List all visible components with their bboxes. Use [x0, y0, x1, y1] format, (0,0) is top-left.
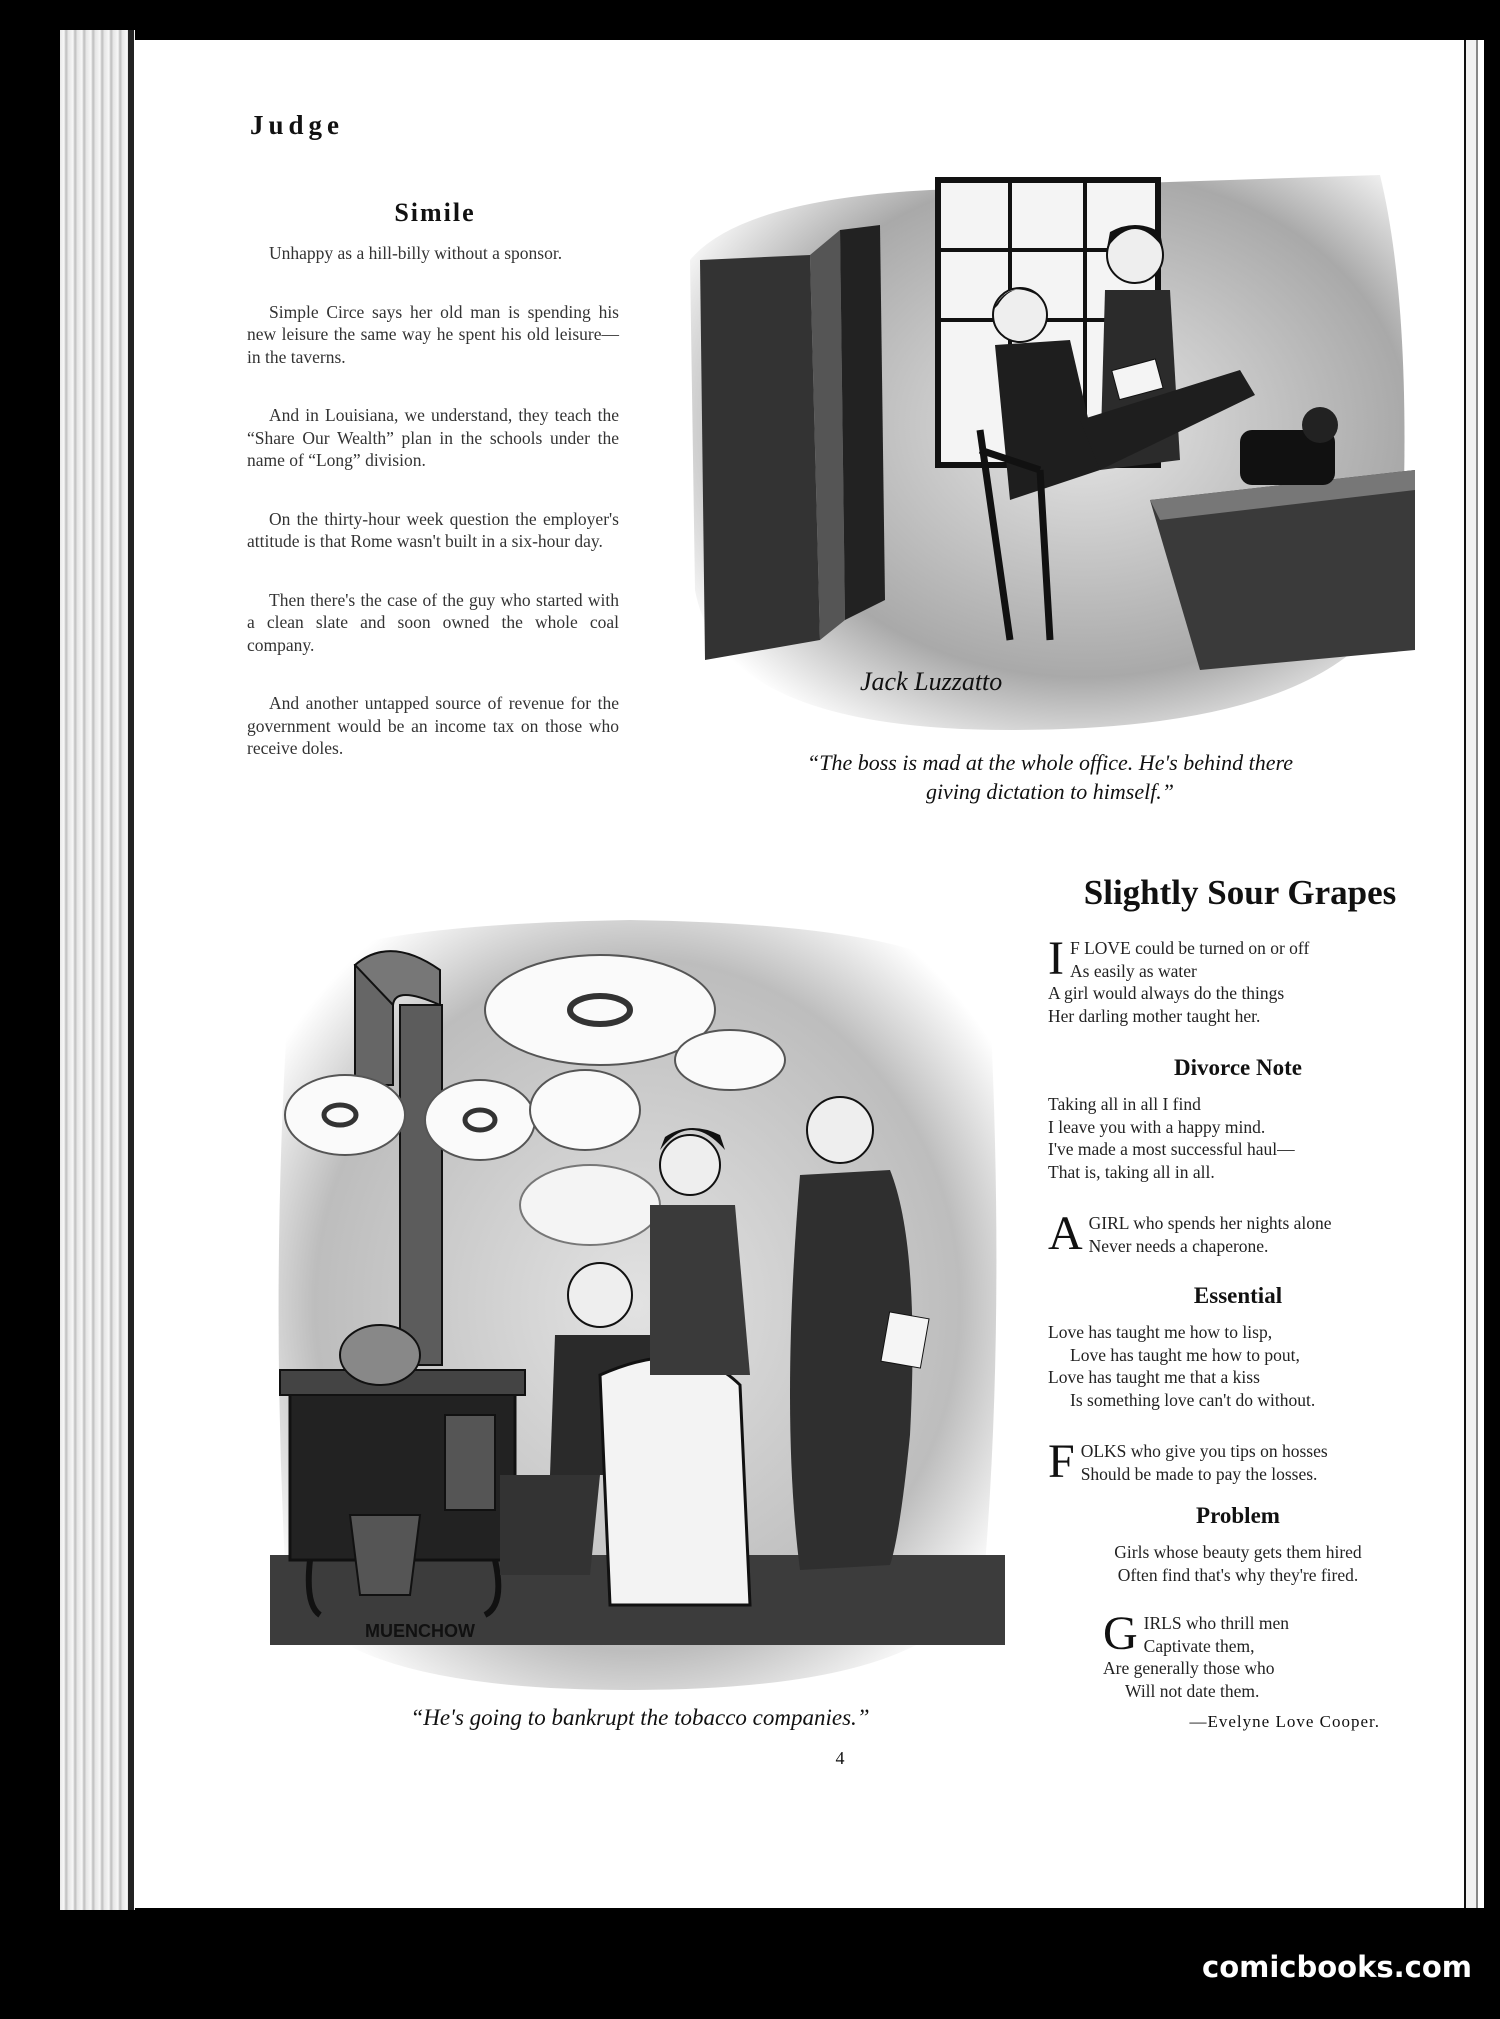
page-number: 4: [835, 1748, 845, 1768]
simile-title: Simile: [394, 198, 476, 227]
verse-line: Love has taught me that a kiss: [1048, 1367, 1260, 1387]
verse-folks: [1048, 1435, 1428, 1488]
office-cartoon-illustration: [680, 170, 1415, 735]
caption-line: giving dictation to himself.”: [925, 779, 1175, 804]
verse-line: Captivate them,: [1143, 1635, 1255, 1656]
magazine-masthead: Judge: [250, 110, 345, 140]
verse-line: Taking all in all I find: [1048, 1094, 1201, 1114]
verse-line: I leave you with a happy mind.: [1048, 1116, 1266, 1137]
verse-if-love: [1048, 932, 1428, 1027]
site-watermark: comicbooks.com: [1202, 1950, 1472, 1984]
simile-paragraph: And another untapped source of revenue for the government would be an income tax on those who receive doles.: [247, 693, 619, 758]
verse-line: OLKS who give you tips on hosses: [1080, 1441, 1328, 1461]
verse-line: Never needs a chaperone.: [1088, 1235, 1269, 1256]
simile-paragraph: Then there's the case of the guy who started with a clean slate and soon owned the whole coal company.: [247, 589, 619, 655]
divorce-note-title: Divorce Note: [1174, 1055, 1302, 1080]
verse-line: Girls whose beauty gets them hired: [1114, 1542, 1362, 1562]
simile-paragraph: And in Louisiana, we understand, they teach the “Share Our Wealth” plan in the schools under the name of “Long” division.: [247, 405, 619, 470]
drop-cap: G: [1103, 1607, 1138, 1660]
verse-line: Should be made to pay the losses.: [1080, 1463, 1318, 1484]
simile-paragraph: On the thirty-hour week question the employer's attitude is that Rome wasn't built in a six-hour day.: [247, 508, 619, 551]
verse-divorce-note: [1048, 1093, 1428, 1183]
cartoon-signature: Jack Luzzatto: [860, 667, 1003, 696]
verse-line: Is something love can't do without.: [1070, 1389, 1316, 1410]
verse-a-girl: [1048, 1207, 1428, 1260]
book-page-edges: [60, 30, 135, 1910]
drop-cap: I: [1048, 932, 1064, 985]
verse-line: A girl would always do the things: [1048, 983, 1285, 1003]
verse-line: F LOVE could be turned on or off: [1069, 938, 1310, 958]
problem-title: Problem: [1196, 1503, 1280, 1528]
stove-cartoon-caption: “He's going to bankrupt the tobacco companies.”: [410, 1705, 870, 1730]
verse-line: I've made a most successful haul—: [1048, 1139, 1295, 1159]
caption-line: “The boss is mad at the whole office. He's behind there: [806, 750, 1293, 775]
office-cartoon-caption: [690, 748, 1410, 806]
verse-girls: [1103, 1607, 1393, 1702]
stove-cartoon-illustration: [270, 915, 1005, 1695]
drop-cap: F: [1048, 1435, 1075, 1488]
simile-paragraph: Simple Circe says her old man is spending his new leisure the same way he spent his old leisure—in the taverns.: [247, 301, 619, 367]
verse-line: GIRL who spends her nights alone: [1088, 1213, 1332, 1233]
verse-line: Love has taught me how to lisp,: [1048, 1322, 1273, 1342]
verse-problem: [1048, 1541, 1428, 1586]
verse-essential: [1048, 1321, 1428, 1411]
verse-line: That is, taking all in all.: [1048, 1161, 1215, 1182]
verse-line: Are generally those who: [1103, 1658, 1275, 1678]
essential-title: Essential: [1193, 1283, 1283, 1308]
simile-column: [247, 242, 619, 796]
verse-line: Often find that's why they're fired.: [1117, 1564, 1359, 1585]
grapes-title: Slightly Sour Grapes: [1083, 873, 1397, 912]
verse-line: IRLS who thrill men: [1143, 1613, 1290, 1633]
verse-line: Will not date them.: [1125, 1680, 1260, 1701]
right-page-edge: [1462, 40, 1484, 1908]
verse-line: As easily as water: [1070, 960, 1197, 981]
verse-line: Her darling mother taught her.: [1048, 1005, 1261, 1026]
simile-paragraph: Unhappy as a hill-billy without a sponsor.: [269, 243, 563, 263]
drop-cap: A: [1048, 1207, 1083, 1260]
author-credit: —Evelyne Love Cooper.: [1189, 1712, 1380, 1731]
cartoon-signature: MUENCHOW: [365, 1621, 475, 1641]
verse-line: Love has taught me how to pout,: [1070, 1344, 1300, 1365]
